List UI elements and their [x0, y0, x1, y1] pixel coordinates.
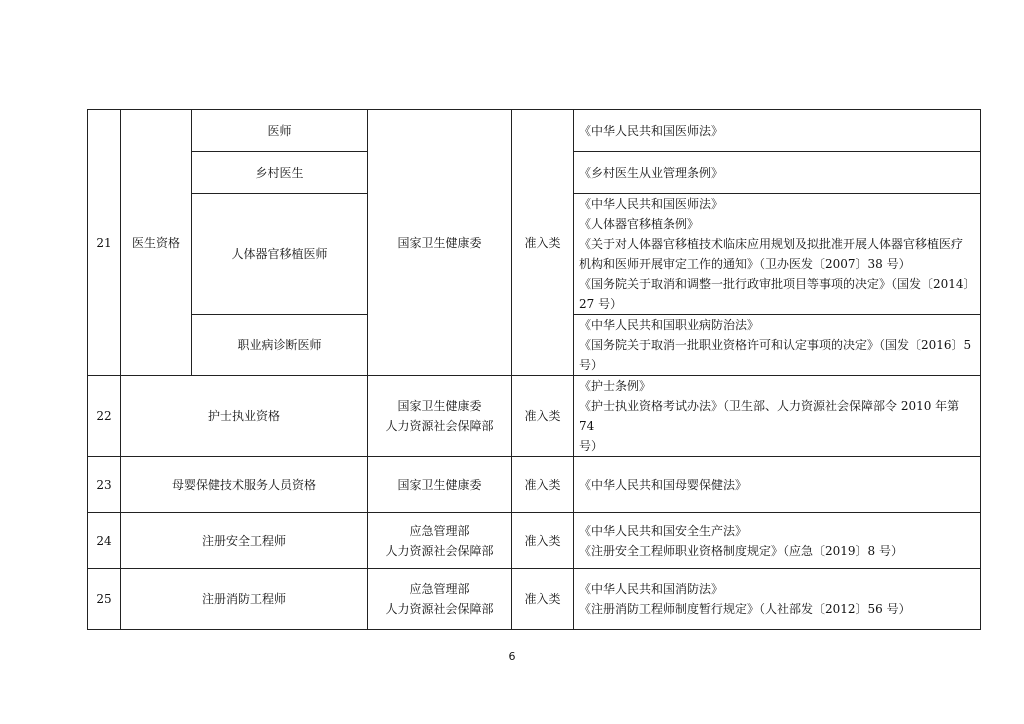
sub-qualification-name: 职业病诊断医师	[192, 315, 368, 376]
department-cell	[368, 110, 512, 376]
legal-basis-line: 《注册安全工程师职业资格制度规定》（应急〔2019〕8 号）	[579, 543, 903, 558]
legal-basis-cell	[574, 513, 981, 569]
department-cell	[368, 376, 512, 457]
legal-basis-line: 《护士执业资格考试办法》（卫生部、人力资源社会保障部令 2010 年第 74	[579, 399, 960, 433]
row-number: 23	[88, 457, 121, 513]
row-number: 24	[88, 513, 121, 569]
legal-basis-line: 《护士条例》	[579, 379, 652, 393]
department-line: 应急管理部	[409, 523, 470, 538]
sub-qualification-name: 乡村医生	[192, 152, 368, 194]
legal-basis-line: 《关于对人体器官移植技术临床应用规划及拟批准开展人体器官移植医疗	[579, 237, 964, 251]
legal-basis-line: 《中华人民共和国消防法》	[579, 582, 724, 596]
table-row	[88, 569, 981, 630]
legal-basis-line: 《中华人民共和国职业病防治法》	[579, 318, 760, 332]
legal-basis-line: 《注册消防工程师制度暂行规定》（人社部发〔2012〕56 号）	[579, 602, 911, 616]
legal-basis-line: 机构和医师开展审定工作的通知》（卫办医发〔2007〕38 号）	[579, 257, 911, 271]
legal-basis-line: 《中华人民共和国安全生产法》	[579, 523, 748, 538]
page-number: 6	[508, 650, 516, 663]
legal-basis-line: 《国务院关于取消一批职业资格许可和认定事项的决定》（国发〔2016〕5	[579, 338, 972, 352]
department-cell	[368, 457, 512, 513]
department-cell	[368, 569, 512, 630]
qualification-category: 医生资格	[121, 110, 192, 376]
department-line: 应急管理部	[409, 582, 470, 596]
department-line: 国家卫生健康委	[397, 477, 482, 492]
sub-qualification-name: 人体器官移植医师	[192, 194, 368, 315]
row-number: 22	[88, 376, 121, 457]
sub-qualification-name: 医师	[192, 110, 368, 152]
table-row	[88, 376, 981, 457]
legal-basis-line: 号）	[579, 358, 604, 372]
table-row	[88, 110, 981, 152]
qualification-name: 母婴保健技术服务人员资格	[121, 457, 368, 513]
table-row	[88, 457, 981, 513]
legal-basis-line: 《乡村医生从业管理条例》	[579, 165, 724, 180]
row-number: 25	[88, 569, 121, 630]
department-cell	[368, 513, 512, 569]
department-line: 人力资源社会保障部	[385, 543, 494, 558]
qualification-type: 准入类	[512, 569, 574, 630]
qualification-table	[87, 109, 981, 630]
legal-basis-cell	[574, 110, 981, 152]
legal-basis-cell	[574, 457, 981, 513]
qualification-name: 护士执业资格	[121, 376, 368, 457]
department-line: 国家卫生健康委	[397, 235, 482, 250]
department-line: 国家卫生健康委	[397, 399, 482, 413]
legal-basis-cell	[574, 152, 981, 194]
legal-basis-line: 《中华人民共和国医师法》	[579, 123, 724, 138]
legal-basis-line: 《人体器官移植条例》	[579, 217, 700, 231]
qualification-type: 准入类	[512, 513, 574, 569]
department-line: 人力资源社会保障部	[385, 602, 494, 616]
qualification-type: 准入类	[512, 376, 574, 457]
qualification-name: 注册消防工程师	[121, 569, 368, 630]
legal-basis-line: 号）	[579, 439, 604, 453]
qualification-type: 准入类	[512, 457, 574, 513]
qualification-type: 准入类	[512, 110, 574, 376]
row-number: 21	[88, 110, 121, 376]
legal-basis-cell	[574, 315, 981, 376]
qualification-name: 注册安全工程师	[121, 513, 368, 569]
legal-basis-cell	[574, 569, 981, 630]
legal-basis-cell	[574, 376, 981, 457]
legal-basis-line: 《中华人民共和国母婴保健法》	[579, 477, 748, 492]
legal-basis-line: 《国务院关于取消和调整一批行政审批项目等事项的决定》（国发〔2014〕	[579, 277, 976, 291]
department-line: 人力资源社会保障部	[385, 419, 494, 433]
legal-basis-cell	[574, 194, 981, 315]
legal-basis-line: 《中华人民共和国医师法》	[579, 197, 724, 211]
table-row	[88, 513, 981, 569]
legal-basis-line: 27 号）	[579, 297, 623, 311]
